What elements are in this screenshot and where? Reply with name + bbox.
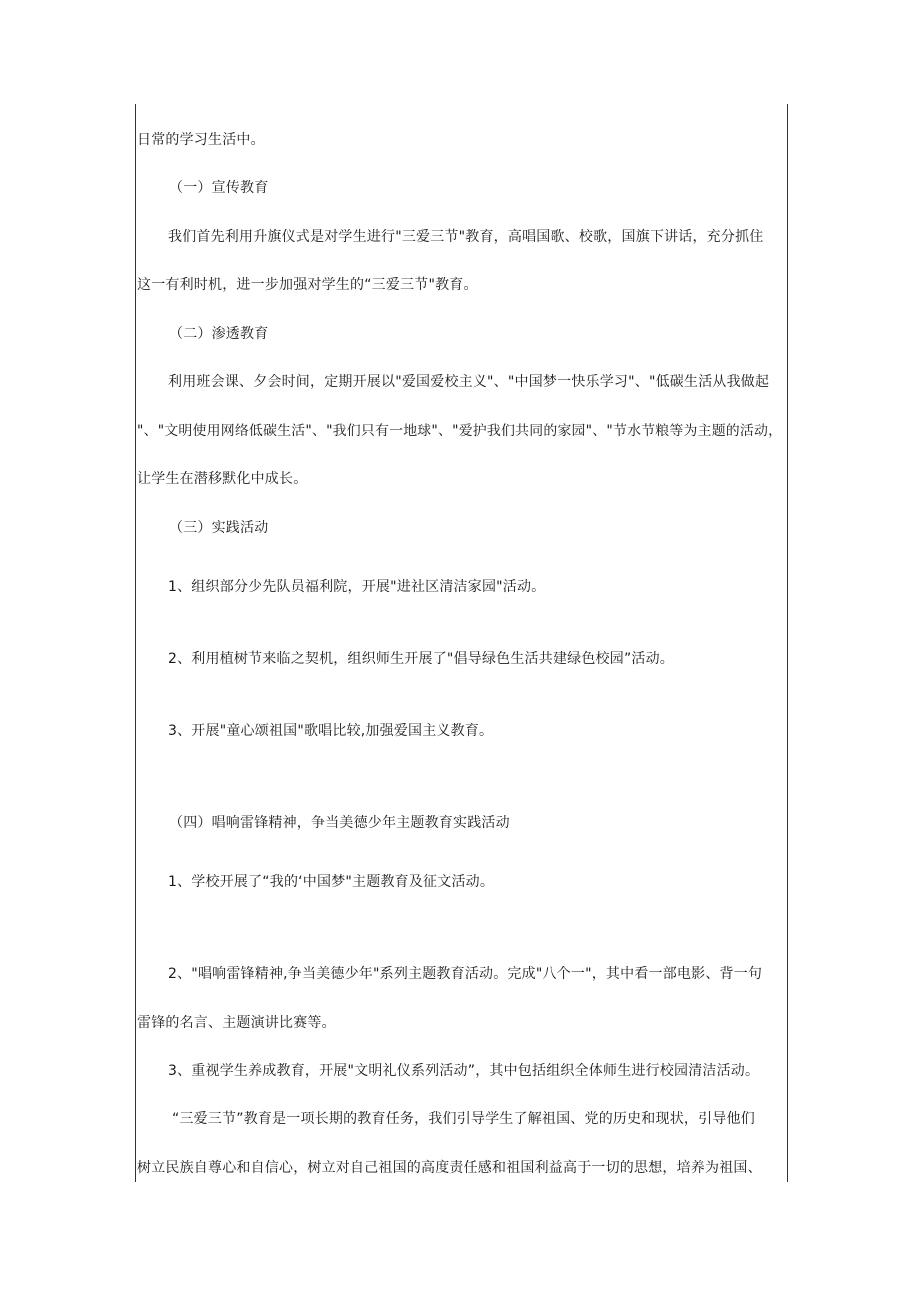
list-item: 1、学校开展了“我的‘中国梦"主题教育及征文活动。	[168, 874, 495, 890]
section-heading-publicity: （一）宣传教育	[169, 180, 269, 196]
section-heading-practice: （三）实践活动	[169, 520, 269, 536]
paragraph-line: 这一有利时机，进一步加强对学生的“三爱三节"教育。	[137, 277, 478, 293]
paragraph-line: 我们首先利用升旗仪式是对学生进行"三爱三节"教育，高唱国歌、校歌，国旗下讲话，充分抓住	[168, 229, 764, 245]
section-heading-infiltration: （二）渗透教育	[169, 326, 269, 342]
section-heading-leifeng: （四）唱响雷锋精神，争当美德少年主题教育实践活动	[169, 815, 510, 831]
list-item: 2、"唱响雷锋精神,争当美德少年"系列主题教育活动。完成"八个一"，其中看一部电影、背一句	[168, 966, 763, 982]
paragraph-line: 利用班会课、夕会时间，定期开展以"爱国爱校主义"、"中国梦一快乐学习"、"低碳生活从我做起	[168, 374, 770, 390]
paragraph-line: 树立民族自尊心和自信心，树立对自己祖国的高度责任感和祖国利益高于一切的思想，培养为祖国、	[137, 1160, 762, 1176]
list-item-continuation: 雷锋的名言、主题演讲比赛等。	[137, 1015, 336, 1031]
left-border-line	[135, 104, 136, 1182]
paragraph-continuation: 日常的学习生活中。	[137, 132, 265, 148]
paragraph-line: 让学生在潜移默化中成长。	[137, 471, 308, 487]
list-item: 3、重视学生养成教育，开展"文明礼仪系列活动”，其中包括组织全体师生进行校园清洁活动。	[168, 1063, 760, 1079]
list-item: 1、组织部分少先队员福利院，开展"进社区清洁家园"活动。	[168, 579, 546, 595]
list-item: 2、利用植树节来临之契机，组织师生开展了"倡导绿色生活共建绿色校园”活动。	[168, 651, 674, 667]
paragraph-line: "、"文明使用网络低碳生活"、"我们只有一地球"、"爱护我们共同的家园"、"节水节粮等为主题的活动，	[137, 423, 783, 439]
paragraph-line: “三爱三节”教育是一项长期的教育任务，我们引导学生了解祖国、党的历史和现状，引导他们	[172, 1111, 755, 1127]
list-item: 3、开展"童心颂祖国"歌唱比较,加强爱国主义教育。	[168, 723, 494, 739]
right-border-line	[787, 104, 788, 1182]
